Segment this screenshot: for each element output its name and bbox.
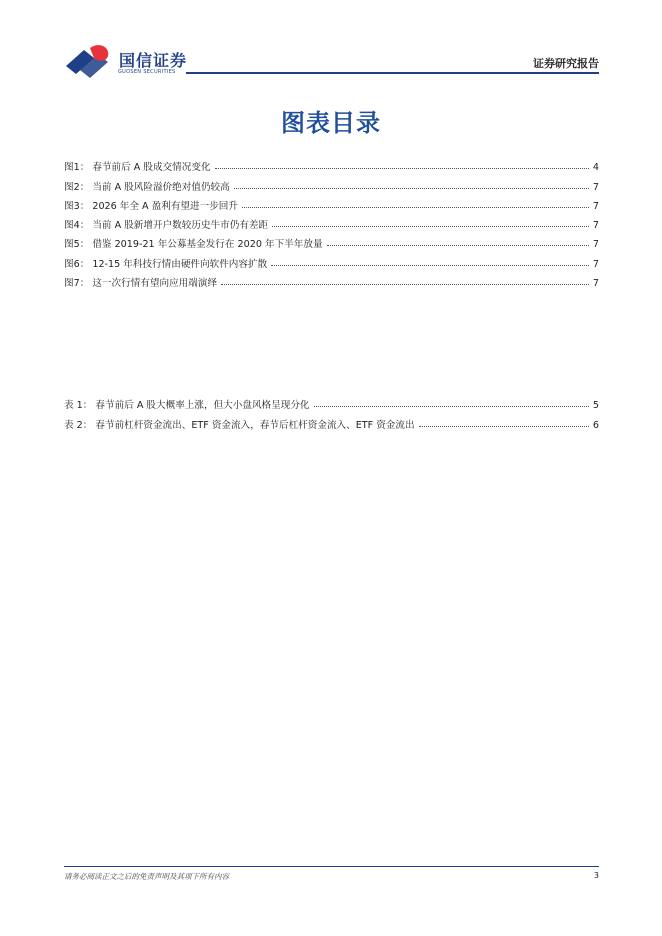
company-logo <box>64 44 188 80</box>
logo-chinese-text: 国信证券 <box>119 51 188 70</box>
dot-leader <box>327 245 589 246</box>
figure-page-number: 7 <box>592 278 599 290</box>
dot-leader <box>215 168 589 169</box>
page-title: 图表目录 <box>281 109 381 137</box>
figure-label: 图5： 借鉴 2019-21 年公募基金发行在 2020 年下半年放量 <box>64 239 323 251</box>
page-number: 3 <box>593 871 599 880</box>
figure-label: 图2： 当前 A 股风险溢价绝对值仍较高 <box>64 181 230 193</box>
dot-leader <box>314 406 589 407</box>
dot-leader <box>242 207 589 208</box>
figure-label: 图6： 12-15 年科技行情由硬件向软件内容扩散 <box>64 258 268 270</box>
guosen-logo-icon <box>64 44 114 78</box>
figure-entry[interactable] <box>64 250 599 269</box>
table-label: 表 2： 春节前杠杆资金流出、ETF 资金流入，春节后杠杆资金流入、ETF 资金流出 <box>64 419 415 431</box>
header-divider <box>186 72 599 74</box>
report-type-label: 证券研究报告 <box>533 57 599 70</box>
figure-label: 图4： 当前 A 股新增开户数较历史牛市仍有差距 <box>64 220 269 232</box>
figure-page-number: 7 <box>592 181 599 193</box>
table-list <box>64 392 599 431</box>
figure-label: 图3： 2026 年全 A 盈利有望进一步回升 <box>64 200 238 212</box>
figure-page-number: 7 <box>592 258 599 270</box>
table-entry[interactable] <box>64 392 599 411</box>
footer-divider <box>64 866 599 867</box>
figure-entry[interactable] <box>64 212 599 231</box>
figure-entry[interactable] <box>64 193 599 212</box>
footer-disclaimer: 请务必阅读正文之后的免责声明及其项下所有内容 <box>64 872 229 881</box>
figure-entry[interactable] <box>64 154 599 173</box>
figure-label: 图1： 春节前后 A 股成交情况变化 <box>64 162 211 174</box>
figure-page-number: 7 <box>592 200 599 212</box>
figure-entry[interactable] <box>64 231 599 250</box>
dot-leader <box>271 265 589 266</box>
figure-page-number: 7 <box>592 220 599 232</box>
dot-leader <box>221 284 589 285</box>
figure-page-number: 4 <box>592 162 599 174</box>
figure-label: 图7： 这一次行情有望向应用端演绎 <box>64 278 218 290</box>
figure-list <box>64 154 599 289</box>
figure-entry[interactable] <box>64 173 599 192</box>
figure-page-number: 7 <box>592 239 599 251</box>
dot-leader <box>272 226 589 227</box>
table-page-number: 5 <box>592 400 599 412</box>
figure-entry[interactable] <box>64 270 599 289</box>
dot-leader <box>419 426 589 427</box>
logo-english-text: GUOSEN SECURITIES <box>118 69 176 75</box>
table-entry[interactable] <box>64 411 599 430</box>
dot-leader <box>234 188 589 189</box>
table-page-number: 6 <box>592 419 599 431</box>
table-label: 表 1： 春节前后 A 股大概率上涨，但大小盘风格呈现分化 <box>64 400 310 412</box>
